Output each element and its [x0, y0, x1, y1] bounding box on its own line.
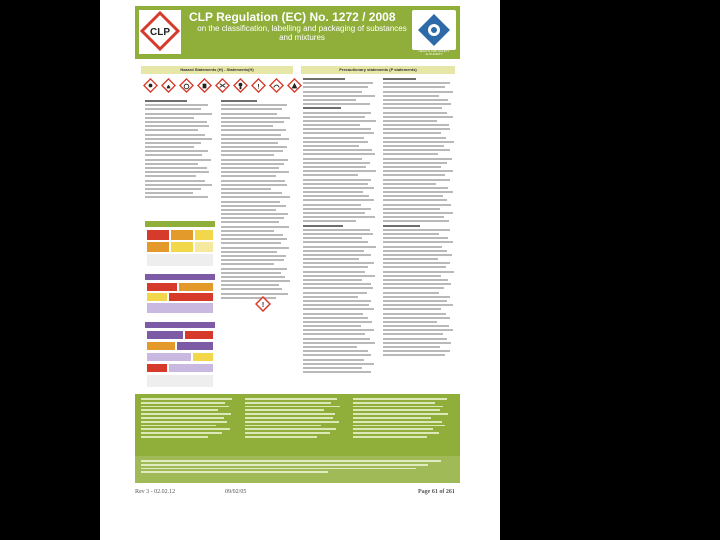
document-page — [100, 0, 500, 540]
classification-chart-2 — [145, 274, 215, 316]
chart-1-header — [145, 221, 215, 227]
clp-poster — [135, 6, 460, 483]
poster-subtitle: on the classification, labelling and packaging of substances and mixtures — [197, 24, 407, 42]
svg-text:CLP: CLP — [150, 27, 170, 38]
chart-2-header — [145, 274, 215, 280]
ghs-pictogram-3-icon — [179, 78, 194, 93]
poster-title: CLP Regulation (EC) No. 1272 / 2008 — [189, 10, 396, 24]
footer-revision: Rev 3 - 02.02.12 — [135, 489, 176, 495]
ghs-pictogram-5-icon — [215, 78, 230, 93]
svg-text:!: ! — [261, 302, 265, 309]
hazard-statements-header: Hazard Statements (H) - Statements(H) — [141, 66, 293, 74]
ghs-pictogram-2-icon — [161, 78, 176, 93]
classification-chart-3 — [145, 322, 215, 390]
ghs-pictogram-6-icon — [233, 78, 248, 93]
exclamation-pictogram-icon — [255, 296, 271, 312]
ghs-pictogram-8-icon — [269, 78, 284, 93]
hazard-statements-list-left — [145, 100, 215, 201]
footnote-band — [135, 456, 460, 483]
notes-band — [135, 394, 460, 456]
ghs-pictogram-row — [143, 78, 293, 96]
ghs-pictogram-7-icon — [251, 78, 266, 93]
poster-header — [135, 6, 460, 59]
footer-date: 09/02/05 — [225, 489, 247, 495]
clp-logo-icon — [139, 10, 181, 54]
svg-text:!: ! — [257, 83, 260, 91]
classification-chart-1 — [145, 221, 215, 269]
ghs-pictogram-9-icon — [287, 78, 302, 93]
precautionary-statements-header: Precautionary statements (P statements) — [301, 66, 455, 74]
hazard-statements-list-middle — [221, 100, 293, 301]
precautionary-statements-list-right — [383, 78, 457, 359]
ghs-pictogram-4-icon — [197, 78, 212, 93]
hsa-logo-text: HEALTH AND SAFETY AUTHORITY — [418, 49, 450, 57]
footer-page-number: Page 61 of 261 — [418, 489, 455, 495]
precautionary-statements-list-left — [303, 78, 379, 375]
hsa-logo-icon — [412, 10, 456, 50]
ghs-pictogram-1-icon — [143, 78, 158, 93]
chart-3-header — [145, 322, 215, 328]
